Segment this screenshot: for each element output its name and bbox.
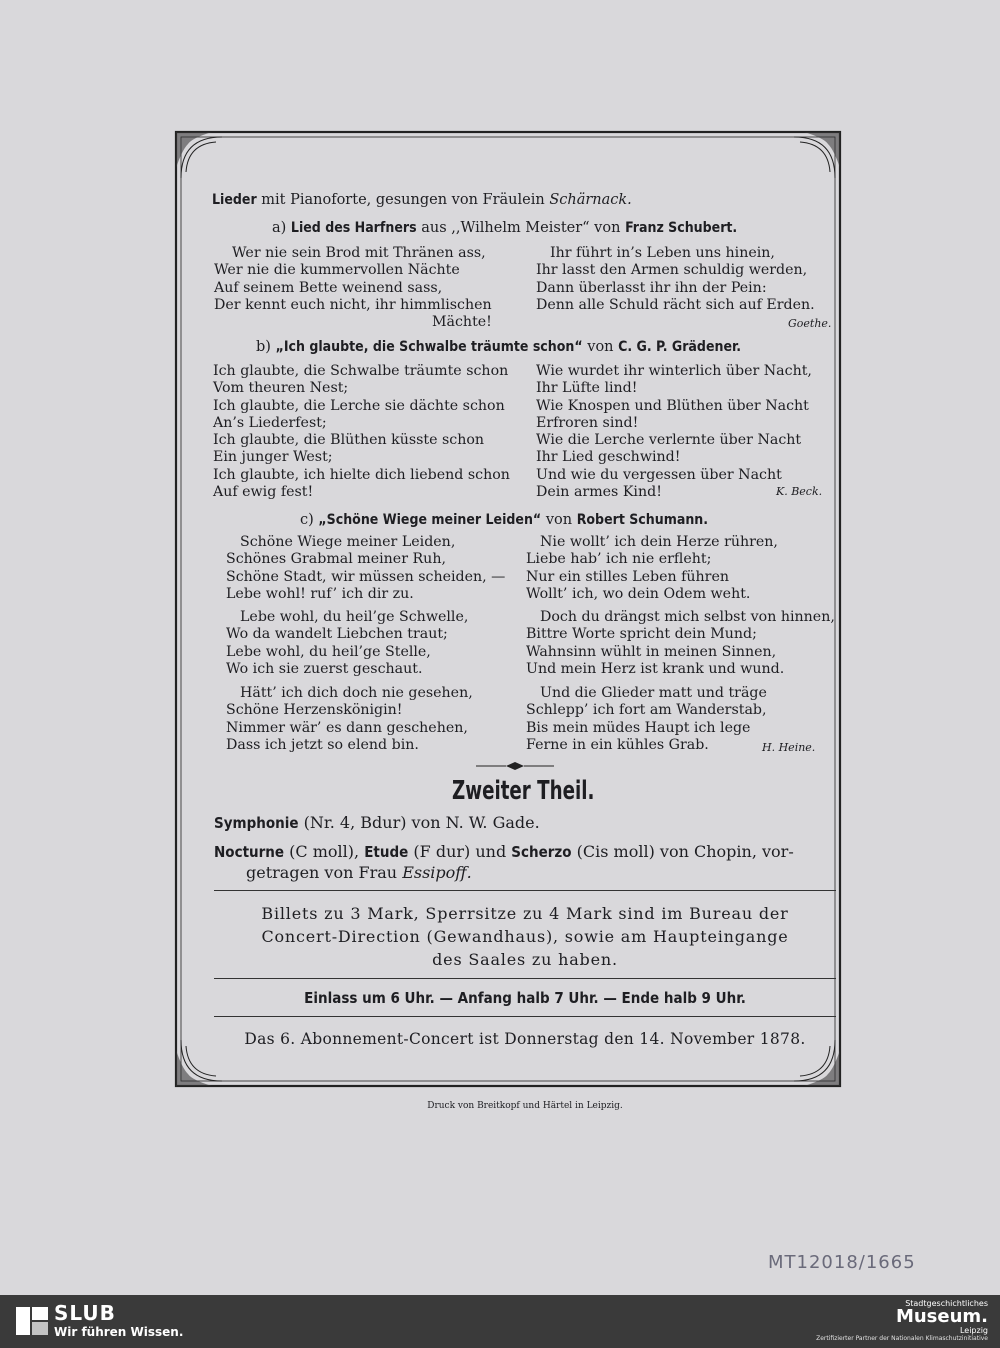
song-c-middle: von bbox=[545, 512, 573, 528]
verse-line: Wie wurdet ihr winterlich über Nacht, bbox=[536, 363, 812, 379]
symphonie-text: (Nr. 4, Bdur) von N. W. Gade. bbox=[303, 813, 540, 832]
verse-line: Ich glaubte, die Schwalbe träumte schon bbox=[213, 363, 509, 379]
song-a-title: Lied des Harfners bbox=[290, 220, 417, 236]
verse-line: Ihr führt in’s Leben uns hinein, bbox=[550, 245, 775, 261]
song-c-title: „Schöne Wiege meiner Leiden“ bbox=[318, 512, 542, 528]
song-c-prefix: c) bbox=[300, 512, 314, 528]
performer-name: Essipoff. bbox=[402, 863, 472, 882]
verse-line: Wo da wandelt Liebchen traut; bbox=[226, 626, 448, 643]
song-a-author: Goethe. bbox=[788, 317, 832, 330]
song-a-left-stanza bbox=[214, 245, 492, 331]
verse-line: Auf ewig fest! bbox=[213, 484, 314, 501]
verse-line: Liebe hab’ ich nie erfleht; bbox=[526, 551, 712, 568]
etude-key: (F dur) und bbox=[413, 842, 507, 861]
verse-line: Ihr lasst den Armen schuldig werden, bbox=[536, 262, 808, 279]
song-b-heading bbox=[256, 338, 741, 356]
verse-line: Hätt’ ich dich doch nie gesehen, bbox=[240, 685, 473, 701]
verse-line: Nimmer wär’ es dann geschehen, bbox=[226, 719, 468, 736]
divider-rule bbox=[214, 978, 836, 979]
time-info: Einlass um 6 Uhr. — Anfang halb 7 Uhr. — Ende halb 9 Uhr. bbox=[304, 989, 746, 1007]
verse-line: Denn alle Schuld rächt sich auf Erden. bbox=[536, 296, 815, 313]
verse-line: Schlepp’ ich fort am Wanderstab, bbox=[526, 702, 767, 719]
verse-line: Ich glaubte, die Blüthen küsste schon bbox=[213, 432, 485, 449]
intro-line bbox=[212, 191, 632, 209]
verse-line: Auf seinem Bette weinend sass, bbox=[214, 279, 443, 296]
verse-line: Ich glaubte, ich hielte dich liebend schon bbox=[213, 466, 510, 483]
verse-line: Lebe wohl, du heil’ge Stelle, bbox=[226, 643, 431, 660]
verse-line: Ferne in ein kühles Grab. bbox=[526, 736, 709, 753]
museum-line-2: Museum. bbox=[895, 1306, 988, 1327]
lieder-label: Lieder bbox=[212, 192, 257, 208]
song-b-middle: von bbox=[587, 339, 614, 355]
slub-tagline: Wir führen Wissen. bbox=[54, 1325, 184, 1339]
verse-line: Dass ich jetzt so elend bin. bbox=[226, 736, 419, 753]
etude-label: Etude bbox=[364, 843, 409, 861]
verse-line: Dein armes Kind! bbox=[536, 484, 662, 501]
verse-line: An’s Liederfest; bbox=[213, 414, 327, 431]
verse-line: Dann überlasst ihr ihn der Pein: bbox=[536, 279, 767, 296]
verse-line: Nur ein stilles Leben führen bbox=[526, 568, 729, 585]
verse-line: Ich glaubte, die Lerche sie dächte schon bbox=[213, 397, 505, 414]
song-c-right-stanza-2 bbox=[526, 609, 835, 678]
verse-line: Und die Glieder matt und träge bbox=[540, 685, 767, 701]
verse-line: Schönes Grabmal meiner Ruh, bbox=[226, 551, 446, 568]
song-b-composer: C. G. P. Grädener. bbox=[618, 339, 742, 355]
verse-line: Wollt’ ich, wo dein Odem weht. bbox=[526, 585, 751, 602]
scherzo-key: (Cis moll) von Chopin, vor- bbox=[576, 842, 794, 861]
verse-line: Vom theuren Nest; bbox=[213, 380, 349, 397]
printer-note: Druck von Breitkopf und Härtel in Leipzig. bbox=[427, 1101, 623, 1111]
verse-line: Und mein Herz ist krank und wund. bbox=[526, 660, 785, 677]
verse-line: Wie Knospen und Blüthen über Nacht bbox=[536, 397, 809, 414]
verse-line: Erfroren sind! bbox=[536, 414, 639, 431]
song-c-author: H. Heine. bbox=[762, 741, 816, 754]
song-c-left-stanza-3 bbox=[226, 685, 473, 754]
verse-line: Nie wollt’ ich dein Herze rühren, bbox=[540, 534, 778, 550]
song-a-middle: aus ,,Wilhelm Meister“ von bbox=[421, 220, 621, 236]
verse-line: Und wie du vergessen über Nacht bbox=[536, 466, 782, 483]
symphonie-line bbox=[214, 814, 540, 832]
ticket-line: Billets zu 3 Mark, Sperrsitze zu 4 Mark sind im Bureau der bbox=[261, 904, 789, 923]
verse-line: Schöne Herzenskönigin! bbox=[226, 702, 403, 719]
verse-line: Der kennt euch nicht, ihr himmlischen bbox=[214, 296, 492, 313]
piano-line-1 bbox=[214, 843, 794, 861]
singer-name: Schärnack. bbox=[549, 192, 632, 208]
song-c-right-stanza-1 bbox=[526, 534, 778, 603]
verse-line: Schöne Wiege meiner Leiden, bbox=[240, 534, 456, 550]
symphonie-label: Symphonie bbox=[214, 814, 299, 832]
verse-line: Lebe wohl! ruf’ ich dir zu. bbox=[226, 585, 414, 602]
song-c-left-stanza-2 bbox=[226, 609, 468, 678]
part-two-heading: Zweiter Theil. bbox=[452, 776, 595, 806]
verse-line: Ein junger West; bbox=[213, 449, 333, 466]
museum-line-1: Stadtgeschichtliches bbox=[905, 1299, 988, 1308]
ticket-line: Concert-Direction (Gewandhaus), sowie am Haupteingange bbox=[261, 927, 789, 946]
verse-line: Wahnsinn wühlt in meinen Sinnen, bbox=[526, 643, 777, 660]
verse-line: Wie die Lerche verlernte über Nacht bbox=[536, 432, 802, 449]
verse-line: Wer nie die kummervollen Nächte bbox=[214, 262, 460, 279]
divider-rule bbox=[214, 890, 836, 891]
verse-line: Wer nie sein Brod mit Thränen ass, bbox=[232, 245, 486, 261]
footer-bar bbox=[0, 1295, 1000, 1348]
song-c-right-stanza-3 bbox=[526, 685, 767, 754]
verse-line: Doch du drängst mich selbst von hinnen, bbox=[540, 609, 835, 625]
divider-rule bbox=[214, 1016, 836, 1017]
verse-line: Schöne Stadt, wir müssen scheiden, — bbox=[226, 568, 506, 585]
museum-line-4: Zertifizierter Partner der Nationalen Klimaschutzinitiative bbox=[816, 1335, 988, 1342]
verse-line: Wo ich sie zuerst geschaut. bbox=[226, 660, 423, 677]
song-b-author: K. Beck. bbox=[776, 485, 823, 498]
verse-line: Bittre Worte spricht dein Mund; bbox=[526, 626, 757, 643]
piano-line-2 bbox=[246, 864, 472, 882]
scherzo-label: Scherzo bbox=[511, 843, 572, 861]
song-c-composer: Robert Schumann. bbox=[576, 512, 709, 528]
museum-logo[interactable] bbox=[816, 1299, 988, 1342]
verse-line: Ihr Lied geschwind! bbox=[536, 449, 681, 466]
slub-logo-icon[interactable] bbox=[14, 1303, 50, 1339]
handwritten-shelfmark: MT12018/1665 bbox=[768, 1252, 916, 1273]
intro-text: mit Pianoforte, gesungen von Fräulein bbox=[261, 192, 545, 208]
song-b-prefix: b) bbox=[256, 339, 271, 355]
song-c-heading bbox=[300, 511, 708, 529]
nocturne-key: (C moll), bbox=[289, 842, 360, 861]
ornament-divider bbox=[476, 761, 554, 771]
verse-line: Mächte! bbox=[432, 314, 492, 331]
performer-intro: getragen von Frau bbox=[246, 863, 398, 882]
verse-line: Bis mein müdes Haupt ich lege bbox=[526, 719, 751, 736]
next-concert: Das 6. Abonnement-Concert ist Donnerstag den 14. November 1878. bbox=[244, 1030, 806, 1048]
song-b-left-stanza bbox=[213, 363, 510, 501]
song-c-left-stanza-1 bbox=[226, 534, 505, 603]
museum-line-3: Leipzig bbox=[959, 1326, 988, 1335]
nocturne-label: Nocturne bbox=[214, 843, 285, 861]
song-b-title: „Ich glaubte, die Schwalbe träumte schon“ bbox=[275, 339, 583, 355]
slub-name[interactable]: SLUB bbox=[54, 1301, 116, 1325]
song-a-composer: Franz Schubert. bbox=[625, 220, 738, 236]
song-b-right-stanza bbox=[536, 363, 812, 501]
ticket-info bbox=[214, 902, 836, 971]
song-a-prefix: a) bbox=[272, 220, 287, 236]
song-a-heading bbox=[272, 219, 737, 237]
verse-line: Lebe wohl, du heil’ge Schwelle, bbox=[240, 609, 469, 625]
ticket-line: des Saales zu haben. bbox=[432, 950, 618, 969]
song-a-right-stanza bbox=[536, 245, 815, 314]
verse-line: Ihr Lüfte lind! bbox=[536, 380, 638, 397]
